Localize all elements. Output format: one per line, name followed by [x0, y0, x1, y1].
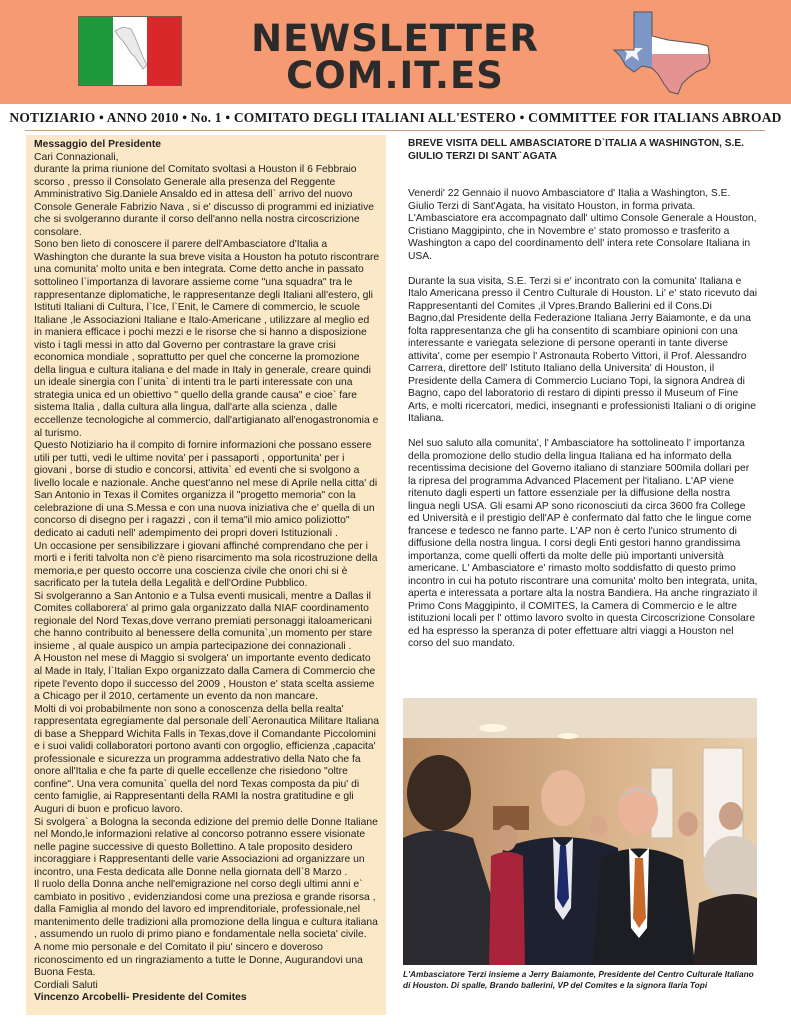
italy-flag-icon [78, 16, 182, 86]
president-message-heading: Messaggio del Presidente [34, 139, 162, 150]
ambassador-article-column [408, 138, 758, 663]
italy-map-icon [113, 17, 147, 85]
event-photo [403, 698, 757, 965]
photo-caption: L'Ambasciatore Terzi insieme a Jerry Baiamonte, Presidente del Centro Culturale Italiano di Houston. Di spalle, Brando ballerini, VP del Comites e la signora Ilaria Topi [403, 969, 754, 990]
paragraph: Sono ben lieto di conoscere il parere dell'Ambasciatore d'Italia a Washington che durante la sua breve visita a Houston ha potuto riscontrare una comunita' molto unita e ben integrata. Come detto anche in passato sottolineo l`importanza di lavorare assieme come "una squadra" tra le rappresentanze diplomatiche, le rappresentanze degli Italiani all'estero, gli Istituti Italiani di Cultura, l`Ice, l`Enit, le Camere di commercio, le scuole Italiane ,le Associazioni Italiane e Italo-Americane , utilizzare al meglio ed in maniera efficace i pochi mezzi e le risorse che si hanno a disposizione visto i tagli messi in atto dal Governo per contrastare la grave crisi economica mondiale , soprattutto per quel che concerne la promozione della lingua e cultura italiana e del made in Italy in generale, creare quindi un ideale sinergia con l`unita` di intenti tra le parti interessate con una strategia unica ed un obiettivo " quello della grande causa" e cioe` fare sistema Italia , dalla cultura alla lingua, dall'arte alla scienza , dalle eccellenze tecnologiche al commercio, dall'artigianato all'enogastronomia e al turismo. [34, 239, 380, 439]
paragraph: Si svolgeranno a San Antonio e a Tulsa eventi musicali, mentre a Dallas il Comites collaborera' al primo gala organizzato dalla NIAF coordinamento regionale del Nord Texas,dove verrano premiati personaggi italoamericani che hanno contribuito al benessere della comunita`,un momento per stare insieme , al quale auspico un ampia partecipazione dei connazionali . [34, 590, 373, 652]
title-line-1: NEWSLETTER [251, 17, 539, 60]
paragraph: Cordiali Saluti [34, 979, 98, 991]
paragraph: A Houston nel mese di Maggio si svolgera' un importante evento dedicato al Made in Italy, l`Italian Expo organizzato dalla Camera di Commercio che ripete l'evento dopo il successo del 2009 , Houston e' stata scelta assieme a Chicago per il 2010, certamente un evento da non mancare. [34, 653, 376, 703]
president-message-column [26, 135, 386, 1015]
paragraph: Molti di voi probabilmente non sono a conoscenza della bella realta' rappresentata egregiamente dal personale dell`Aeronautica Militare Italiana di base a Sheppard Wichita Falls in Texas,dove il Comandante Piccolomini e i suoi validi collaboratori portono avanti con orgoglio, efficienza ,capacita' professionale e sicurezza un programma addestrativo della Nato che fa onore all'Italia e che fa parte di quelle eccellenze che risiedono "oltre confine". Una vera comunita` quella del nord Texas composta da piu' di cento famiglie, ai Rappresentanti della RAMI la nostra gratitudine e gli Auguri di buon e proficuo lavoro. [34, 703, 380, 815]
paragraph: Questo Notiziario ha il compito di fornire informazioni che possano essere utili per tutti, vedi le ultime novita' per i passaporti , opportunita' per i giovani , borse di studio e concorsi, attivita` ed eventi che si svolgono a livello locale e nazionale. Anche quest'anno nel mese di Aprile nella citta' di San Antonio in Texas il Comites organizza il "progetto memoria" con la celebrazione di una S.Messa e con una nuova iniziativa che e' quella di un concorso di disegno per i ragazzi , con il tema"il mio amico poliziotto" dedicato ai caduti nell' adempimento dei propri doveri Istituzionali . [34, 440, 378, 539]
paragraph: Si svolgera` a Bologna la seconda edizione del premio delle Donne Italiane nel Mondo,le informazioni relative al concorso potranno essere visionate nelle pagine successive di questo Bollettino. A tale proposito desidero incoraggiare i Rappresentanti delle varie Associazioni ad organizzare un incontro, una Festa dedicata alle Donne nella giornata dell`8 Marzo . [34, 816, 378, 878]
newsletter-title [225, 17, 565, 97]
title-line-2: COM.IT.ES [286, 54, 504, 97]
event-photo-image [403, 698, 757, 965]
masthead [0, 0, 791, 104]
paragraph: durante la prima riunione del Comitato svoltasi a Houston il 6 Febbraio scorso , presso il Consolato Generale alla presenza del Reggente Amministrativo Sig.Daniele Ansaldo ed in attesa dell` arrivo del nuovo Console Generale Fabrizio Nava , si e' discusso di programmi ed iniziative che si svolgeranno durante il corso dell'anno nella nostra circoscrizione consolare. [34, 164, 375, 238]
paragraph: Nel suo saluto alla comunita', l' Ambasciatore ha sottolineato l' importanza della promozione dello studio della lingua Italiana ed ha informato della recentissima decisione del Governo italiano di stanziare 500mila dollari per la ripresa del programma Advanced Placement per l'italiano. L'AP viene ritenuto dagli esperti un fattore essenziale per la diffusione della nostra lingua negli USA. Gli esami AP sono riconosciuti da circa 3600 fra College ed Università e il prestigio dell'AP è confermato dal fatto che le lingue come francese e tedesco ne fanno parte. L'AP non è certo l'unico strumento di diffusione della nostra lingua. I corsi degli Enti gestori hanno grandissima importanza, come quelli offerti da molte delle più importanti università americane. L' Ambasciatore e' rimasto molto soddisfatto di questo primo incontro in cui ha potuto riscontrare una comunita' molto ben integrata, unita, aperta e interessata a portare alta la nostra Bandiera. Ha anche ringraziato il Primo Cons Maggipinto, il COMITES, la Camera di Commercio e le altre istituzioni locali per l' ottimo lavoro svolto in questa Circoscrizione Consolare ed ha espresso la speranza di poter effettuare altri viaggi a Houston nel corso del suo mandato. [408, 438, 758, 649]
paragraph: Un occasione per sensibilizzare i giovani affinché comprendano che per i morti e i feriti talvolta non c'è pieno risarcimento ma sola ricostruzione della memoria,e per questo occorre una coscienza civile che onori chi si è sacrificato per la tutela della Legalità e dell'Ordine Pubblico. [34, 540, 378, 590]
paragraph: Venerdi' 22 Gennaio il nuovo Ambasciatore d' Italia a Washington, S.E. Giulio Terzi di Sant'Agata, ha visitato Houston, in forma privata. L'Ambasciatore era accompagnato dall' ultimo Console Generale a Houston, Cristiano Maggipinto, che in Novembre e' stato promosso e trasferito a Washington a capo del coordinamento dell' intera rete Consolare Italiana in USA. [408, 188, 757, 262]
header-rule [0, 104, 791, 108]
issue-divider [25, 130, 765, 131]
paragraph: Cari Connazionali, [34, 151, 119, 163]
paragraph: Durante la sua visita, S.E. Terzi si e' incontrato con la comunita' Italiana e Italo Americana presso il Centro Culturale di Houston. Li' e' stato ricevuto dai Rappresentanti del Comites ,il Vpres.Brando Ballerini ed il Cons.Di Bagno,dal Presidente della Federazione Italiana Jerry Baiamonte, e da una folta rappresentanza che gli ha consentito di scambiare opinioni con una interessante e variegata selezione di persone operanti in tante diverse attivita', come per esempio l' Astronauta Roberto Vittori, il Prof. Alessandro Carrera, direttore dell' Istituto Italiano della Universita' di Houston, il Presidente della Camera di Commercio Luciano Topi, la signora Andrea di Bagno, capo del laboratorio di restaro di dipinti presso il Museum of Fine Arts, e molti ricercatori, medici, insegnanti e professionisti Italiani o di origine Italiana. [408, 275, 758, 424]
issue-line: NOTIZIARIO • ANNO 2010 • No. 1 • COMITATO DEGLI ITALIANI ALL'ESTERO • COMMITTEE FOR ITALIANS ABROAD [9, 110, 782, 125]
texas-flag-map-icon [612, 10, 716, 96]
signature: Vincenzo Arcobelli- Presidente del Comites [34, 992, 247, 1004]
paragraph: A nome mio personale e del Comitato il piu' sincero e doveroso riconoscimento ed un ringraziamento a tutte le Donne, Augurandovi una Buona Festa. [34, 942, 363, 979]
ambassador-article-heading: BREVE VISITA DELL AMBASCIATORE D`ITALIA A WASHINGTON, S.E. GIULIO TERZI DI SANT`AGATA [408, 138, 745, 162]
paragraph: Il ruolo della Donna anche nell'emigrazione nel corso degli ultimi anni e` cambiato in positivo , evidenziandosi come una preziosa e grande risorsa , dalla Famiglia al mondo del lavoro ed imprenditoriale, professionale,nel mantenimento delle tradizioni alla promozione della lingua e cultura italiana , assumendo un ruolo di primo piano e fondamentale nella societa' civile. [34, 879, 378, 941]
